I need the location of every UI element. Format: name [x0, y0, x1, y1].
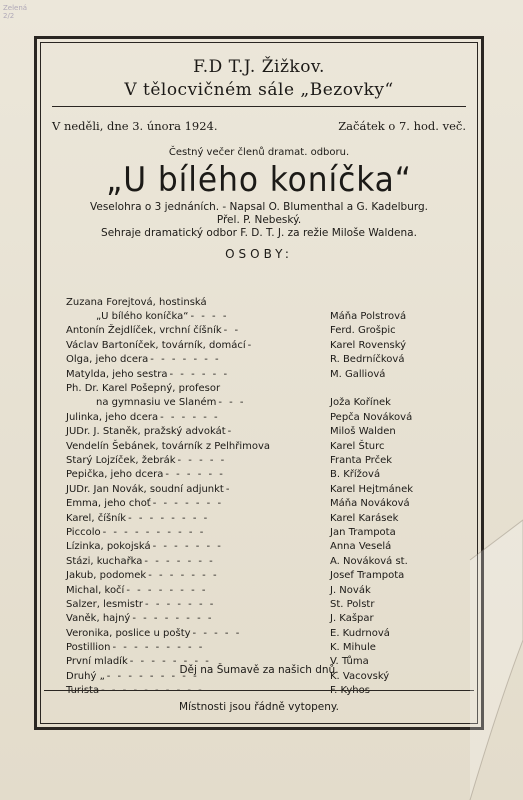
date: V neděli, dne 3. února 1924.	[52, 119, 218, 133]
cast-dashes: - - - - - -	[160, 411, 220, 423]
cast-dashes: - - - - -	[192, 627, 242, 639]
cast-role: JUDr. Jan Novák, soudní adjunkt	[66, 483, 224, 495]
cast-actor: V. Tůma	[330, 656, 369, 668]
cast-dashes: -	[247, 339, 254, 351]
cast-row	[66, 568, 436, 582]
setting-line: Děj na Šumavě za našich dnů.	[179, 664, 339, 676]
cast-row	[66, 597, 436, 611]
cast-row	[66, 583, 436, 597]
cast-list	[66, 295, 436, 698]
performed-line: Sehraje dramatický odbor F. D. T. J. za režie Miloše Waldena.	[101, 227, 417, 239]
cast-role: Olga, jeho dcera	[66, 354, 149, 366]
cast-actor: J. Kašpar	[330, 613, 374, 625]
start-time: Začátek o 7. hod. več.	[338, 119, 466, 133]
cast-heading: OSOBY:	[225, 247, 293, 261]
cast-actor: F. Kyhos	[330, 685, 370, 697]
cast-role: Piccolo	[66, 526, 101, 538]
cast-row	[66, 295, 436, 309]
cast-actor: E. Kudrnová	[330, 627, 390, 639]
cast-dashes: - - - - - - -	[145, 598, 216, 610]
cast-role: Lízinka, pokojská	[66, 541, 151, 553]
cast-actor: Jan Trampota	[330, 526, 396, 538]
footer-note: Místnosti jsou řádně vytopeny.	[44, 690, 474, 713]
cast-role: Stázi, kuchařka	[66, 555, 143, 567]
cast-row	[66, 324, 436, 338]
cast-role: Matylda, jeho sestra	[66, 368, 168, 380]
cast-dashes: - - - - - - - - - -	[101, 685, 204, 697]
venue: V tělocvičném sále „Bezovky“	[124, 80, 394, 100]
cast-actor: B. Křížová	[330, 469, 381, 481]
cast-role: Emma, jeho choť	[66, 498, 151, 510]
cast-actor: R. Bedrníčková	[330, 354, 405, 366]
play-title: „U bílého koníčka“	[106, 160, 412, 200]
cast-role: Antonín Žejdlíček, vrchní číšník	[66, 325, 222, 337]
honor-line: Čestný večer členů dramat. odboru.	[168, 147, 350, 158]
cast-dashes: - - - - - - -	[152, 498, 224, 510]
cast-role: Veronika, poslice u pošty	[66, 627, 191, 639]
cast-row	[66, 439, 436, 453]
cast-dashes: - - - - - - - - -	[112, 642, 205, 654]
cast-actor: Joža Kořínek	[330, 397, 391, 409]
cast-dashes: - - - - - - -	[152, 541, 223, 553]
cast-dashes: - - - - - - - - - -	[102, 526, 206, 538]
cast-row	[66, 468, 436, 482]
cast-dashes: - - - - - - -	[150, 354, 221, 366]
cast-role: Salzer, lesmistr	[66, 598, 144, 610]
cast-row	[66, 540, 436, 554]
cast-row	[66, 525, 436, 539]
cast-actor: K. Vacovský	[330, 670, 390, 682]
cast-actor: Anna Veselá	[330, 541, 392, 553]
cast-actor: Ferd. Grošpic	[330, 325, 396, 337]
cast-role: Pepička, jeho dcera	[66, 469, 164, 481]
cast-dashes: - - - - - -	[169, 368, 230, 380]
organization: F.D T.J. Žižkov.	[193, 57, 325, 77]
cast-row	[66, 496, 436, 510]
cast-dashes: -	[225, 483, 232, 495]
cast-dashes: - -	[223, 325, 241, 337]
cast-role: Václav Bartoníček, továrník, domácí	[66, 339, 246, 351]
cast-role: Michal, kočí	[66, 584, 125, 596]
cast-actor: Karel Šturc	[330, 440, 385, 452]
cast-role: Ph. Dr. Karel Pošepný, profesor	[66, 383, 221, 395]
cast-role: Starý Lojzíček, žebrák	[66, 454, 176, 466]
cast-actor: Karel Hejtmánek	[330, 483, 414, 495]
cast-role: První mladík	[66, 656, 128, 668]
cast-role: Druhý „	[66, 670, 105, 682]
cast-actor: Karel Karásek	[330, 512, 399, 524]
cast-row	[66, 453, 436, 467]
cast-actor: Máňa Polstrová	[330, 311, 407, 323]
cast-dashes: -	[227, 426, 234, 438]
cast-actor: Pepča Nováková	[330, 411, 413, 423]
cast-role: na gymnasiu ve Slaném	[96, 397, 217, 409]
cast-row	[66, 353, 436, 367]
cast-actor: Franta Prček	[330, 454, 393, 466]
cast-actor: St. Polstr	[330, 598, 375, 610]
cast-role: JUDr. J. Staněk, pražský advokát	[66, 426, 226, 438]
cast-actor: Máňa Nováková	[330, 498, 410, 510]
cast-dashes: - - - - - - - -	[132, 613, 214, 625]
cast-role: Jakub, podomek	[66, 570, 147, 582]
cast-row	[66, 554, 436, 568]
cast-row	[66, 309, 436, 323]
cast-row	[66, 612, 436, 626]
translator-line: Přel. P. Nebeský.	[216, 214, 302, 226]
genre-line: Veselohra o 3 jednáních. - Napsal O. Blumenthal a G. Kadelburg.	[90, 201, 428, 213]
cast-row	[66, 482, 436, 496]
cast-row	[66, 626, 436, 640]
cast-dashes: - - -	[218, 397, 246, 409]
cast-actor: Karel Rovenský	[330, 339, 407, 351]
cast-actor: Josef Trampota	[330, 570, 405, 582]
poster-header	[44, 46, 474, 261]
cast-actor: A. Nováková st.	[330, 555, 408, 567]
cast-dashes: - - - - - - -	[148, 570, 219, 582]
cast-actor: Miloš Walden	[330, 426, 396, 438]
cast-row	[66, 410, 436, 424]
cast-role: „U bílého koníčka“	[96, 311, 189, 323]
cast-dashes: - - - - - -	[165, 469, 225, 481]
cast-role: Zuzana Forejtová, hostinská	[66, 296, 207, 308]
cast-dashes: - - - - - - - -	[129, 656, 211, 668]
cast-row	[66, 338, 436, 352]
cast-row	[66, 381, 436, 395]
cast-actor: M. Galliová	[330, 368, 386, 380]
cast-actor: J. Novák	[330, 584, 371, 596]
pencil-note: Zelená 2/2	[3, 4, 28, 20]
cast-dashes: - - - - - - - - -	[106, 670, 199, 682]
cast-row	[66, 640, 436, 654]
cast-dashes: - - - - - - - -	[126, 584, 208, 596]
cast-role: Vendelín Šebánek, továrník z Pelhřimova	[66, 440, 271, 452]
cast-actor: K. Mihule	[330, 642, 376, 654]
cast-dashes: - - - - - - - -	[128, 512, 210, 524]
cast-role: Vaněk, hajný	[66, 613, 131, 625]
cast-row	[66, 367, 436, 381]
date-bar	[52, 106, 466, 133]
cast-dashes: - - - -	[190, 311, 229, 323]
cast-role: Karel, číšník	[66, 512, 127, 524]
cast-dashes: - - - - -	[177, 454, 227, 466]
cast-dashes: - - - - - - -	[144, 555, 215, 567]
cast-role: Julinka, jeho dcera	[66, 411, 159, 423]
cast-row	[66, 511, 436, 525]
cast-role: Postillion	[66, 642, 111, 654]
cast-role: Turista	[66, 685, 100, 697]
cast-row	[66, 396, 436, 410]
cast-row	[66, 425, 436, 439]
